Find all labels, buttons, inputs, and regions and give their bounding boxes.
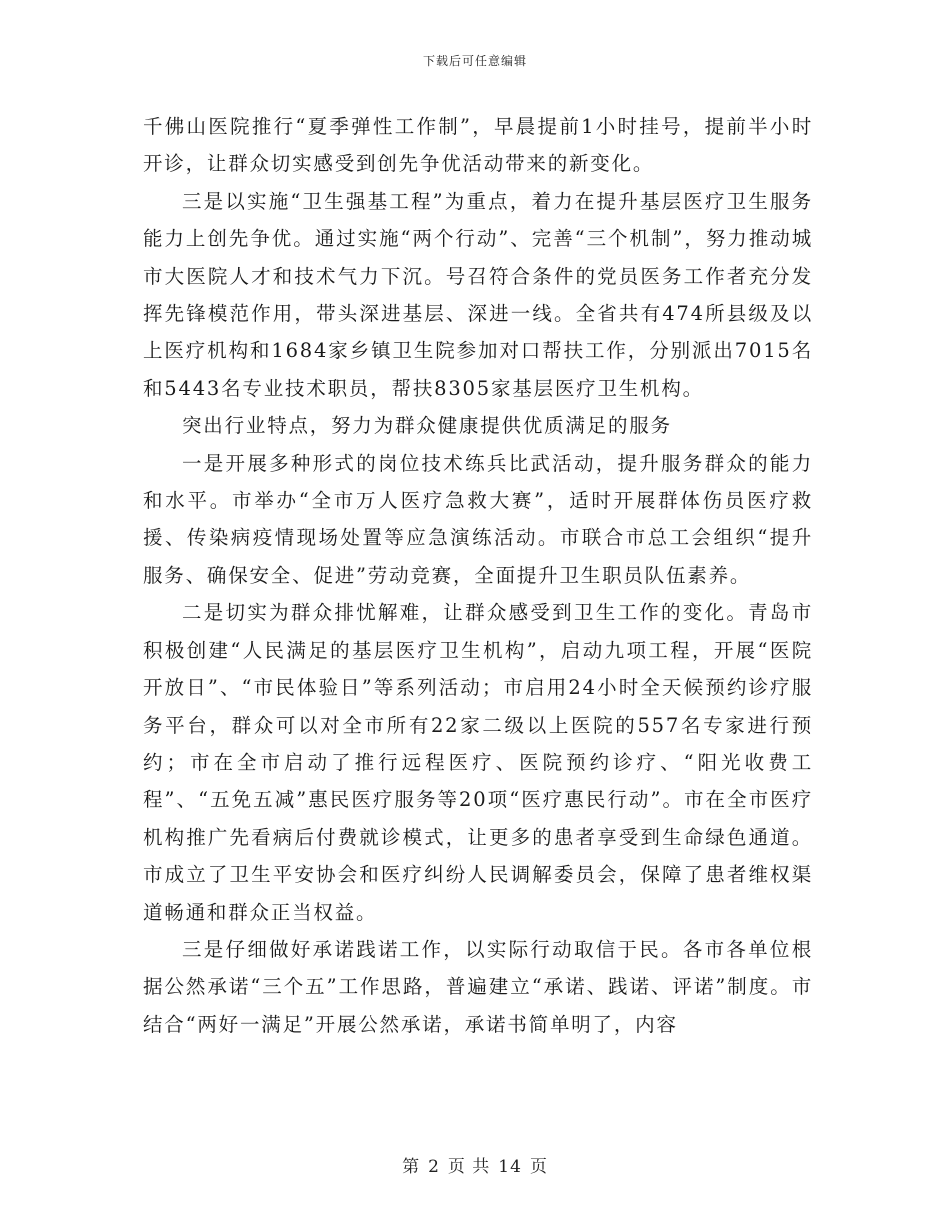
page-footer	[0, 1152, 950, 1177]
footer-prefix: 第	[402, 1157, 421, 1177]
paragraph-4: 二是切实为群众排忧解难，让群众感受到卫生工作的变化。青岛市积极创建“人民满足的基层医疗卫生机构”，启动九项工程，开展“医院开放日”、“市民体验日”等系列活动；市启用24小时全天候预约诊疗服务平台，群众可以对全市所有22家二级以上医院的557名专家进行预约；市在全市启动了推行远程医疗、医院预约诊疗、“阳光收费工程”、“五免五减”惠民医疗服务等20项“医疗惠民行动”。市在全市医疗机构推广先看病后付费就诊模式，让更多的患者享受到生命绿色通道。市成立了卫生平安协会和医疗纠纷人民调解委员会，保障了患者维权渠道畅通和群众正当权益。	[143, 601, 813, 924]
footer-suffix: 页	[529, 1157, 548, 1177]
document-body	[143, 108, 813, 1043]
paragraph-2: 三是以实施“卫生强基工程”为重点，着力在提升基层医疗卫生服务能力上创先争优。通过实施“两个行动”、完善“三个机制”，努力推动城市大医院人才和技术气力下沉。号召符合条件的党员医务工作者充分发挥先锋模范作用，带头深进基层、深进一线。全省共有474所县级及以上医疗机构和1684家乡镇卫生院参加对口帮扶工作，分别派出7015名和5443名专业技术职员，帮扶8305家基层医疗卫生机构。	[143, 189, 813, 400]
total-pages-number: 14	[498, 1157, 522, 1177]
paragraph-1: 千佛山医院推行“夏季弹性工作制”，早晨提前1小时挂号，提前半小时开诊，让群众切实感受到创先争优活动带来的新变化。	[143, 115, 813, 176]
header-note: 下载后可任意编辑	[422, 54, 527, 68]
paragraph-3: 一是开展多种形式的岗位技术练兵比武活动，提升服务群众的能力和水平。市举办“全市万人医疗急救大赛”，适时开展群体伤员医疗救援、传染病疫情现场处置等应急演练活动。市联合市总工会组织“提升服务、确保安全、促进”劳动竞赛，全面提升卫生职员队伍素养。	[143, 451, 813, 587]
section-heading: 突出行业特点，努力为群众健康提供优质满足的服务	[182, 414, 672, 438]
paragraph-5: 三是仔细做好承诺践诺工作，以实际行动取信于民。各市各单位根据公然承诺“三个五”工作思路，普遍建立“承诺、践诺、评诺”制度。市结合“两好一满足”开展公然承诺，承诺书简单明了，内容	[143, 937, 813, 1036]
current-page-number: 2	[428, 1157, 440, 1177]
footer-middle: 页 共	[447, 1157, 491, 1177]
